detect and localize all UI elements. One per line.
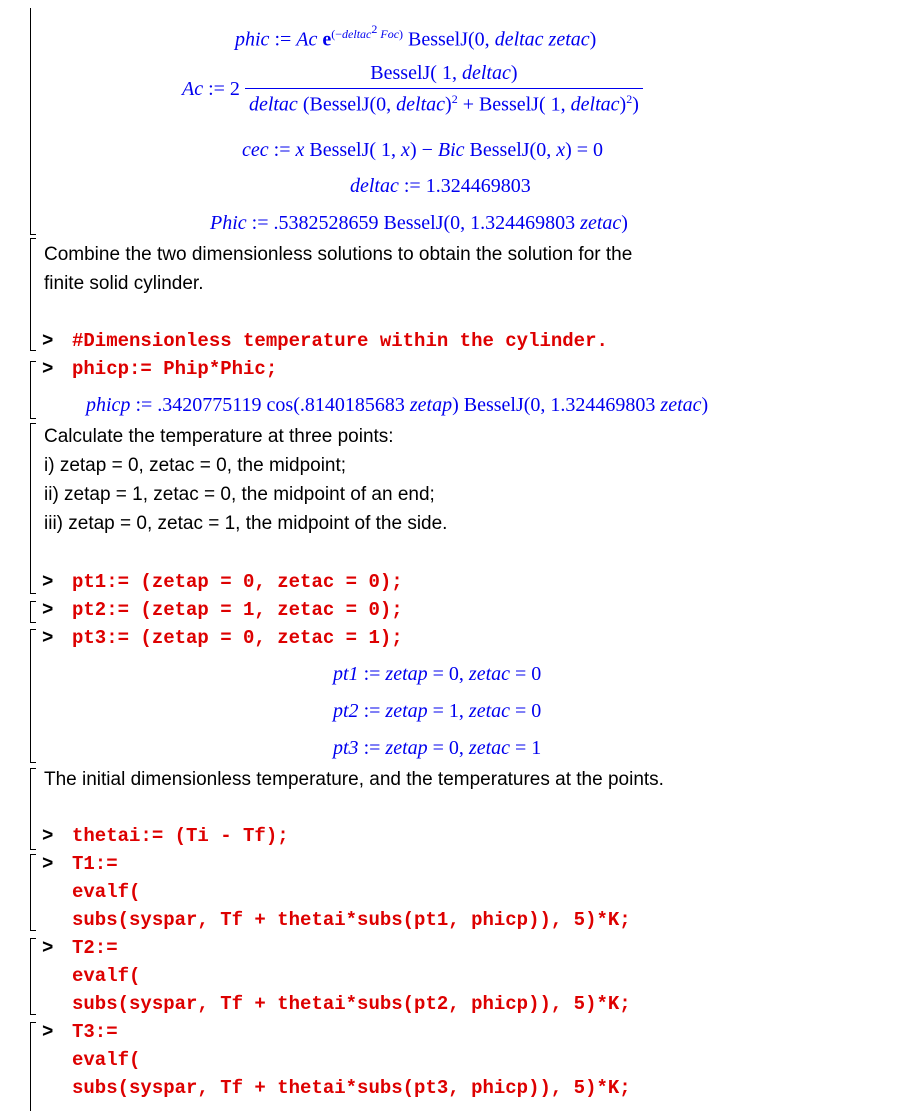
command-comment[interactable]: #Dimensionless temperature within the cylinder.: [72, 330, 608, 352]
prompt: >: [42, 358, 54, 380]
text-line: The initial dimensionless temperature, and the temperatures at the points.: [44, 769, 664, 790]
prompt: >: [42, 571, 54, 593]
command-T3[interactable]: T3:=: [72, 1021, 118, 1043]
output-phicp: phicp := .3420775119 cos(.8140185683 zetap) BesselJ(0, 1.324469803 zetac): [86, 394, 709, 416]
command-T1-line2[interactable]: evalf(: [72, 881, 141, 903]
output-pt3: pt3 := zetap = 0, zetac = 1: [333, 737, 542, 759]
output-pt1: pt1 := zetap = 0, zetac = 0: [333, 663, 542, 685]
text-line: Combine the two dimensionless solutions to obtain the solution for the: [44, 244, 633, 265]
output-cec: cec := x BesselJ( 1, x) − Bic BesselJ(0, x) = 0: [242, 139, 604, 161]
command-pt2[interactable]: pt2:= (zetap = 1, zetac = 0);: [72, 599, 403, 621]
text-group-bracket[interactable]: [30, 423, 36, 594]
text-line: iii) zetap = 0, zetac = 1, the midpoint of the side.: [44, 513, 448, 534]
text-line: finite solid cylinder.: [44, 273, 204, 294]
command-T2-line3[interactable]: subs(syspar, Tf + thetai*subs(pt2, phicp)), 5)*K;: [72, 993, 631, 1015]
command-phicp[interactable]: phicp:= Phip*Phic;: [72, 358, 278, 380]
exec-group-bracket[interactable]: [30, 361, 36, 419]
output-ac: Ac := 2 $\frac{\text{BesselJ( 1, deltac)}}{deltac (BesselJ(0, deltac)^2 + BesselJ( 1, deltac)^2)}$: [182, 62, 643, 117]
output-phic: phic := Ac $e^{(-deltac^2 Foc)}$ BesselJ(0, deltac zetac): [235, 22, 597, 51]
exec-group-bracket[interactable]: [30, 601, 36, 623]
command-T2-line2[interactable]: evalf(: [72, 965, 141, 987]
prompt: >: [42, 853, 54, 875]
prompt: >: [42, 627, 54, 649]
output-group-bracket[interactable]: [30, 8, 36, 235]
command-T2[interactable]: T2:=: [72, 937, 118, 959]
command-T1[interactable]: T1:=: [72, 853, 118, 875]
text-line: ii) zetap = 1, zetac = 0, the midpoint of an end;: [44, 484, 435, 505]
exec-group-bracket[interactable]: [30, 629, 36, 763]
command-pt3[interactable]: pt3:= (zetap = 0, zetac = 1);: [72, 627, 403, 649]
exec-group-bracket[interactable]: [30, 1022, 36, 1111]
prompt: >: [42, 330, 54, 352]
output-pt2: pt2 := zetap = 1, zetac = 0: [333, 700, 542, 722]
output-deltac: deltac := 1.324469803: [350, 175, 531, 197]
command-T3-line2[interactable]: evalf(: [72, 1049, 141, 1071]
text-line: i) zetap = 0, zetac = 0, the midpoint;: [44, 455, 347, 476]
exec-group-bracket[interactable]: [30, 854, 36, 931]
prompt: >: [42, 1021, 54, 1043]
command-thetai[interactable]: thetai:= (Ti - Tf);: [72, 825, 289, 847]
prompt: >: [42, 937, 54, 959]
command-T1-line3[interactable]: subs(syspar, Tf + thetai*subs(pt1, phicp)), 5)*K;: [72, 909, 631, 931]
exec-group-bracket[interactable]: [30, 938, 36, 1015]
text-group-bracket[interactable]: [30, 768, 36, 850]
text-line: Calculate the temperature at three points:: [44, 426, 394, 447]
command-T3-line3[interactable]: subs(syspar, Tf + thetai*subs(pt3, phicp)), 5)*K;: [72, 1077, 631, 1099]
prompt: >: [42, 825, 54, 847]
text-group-bracket[interactable]: [30, 238, 36, 351]
prompt: >: [42, 599, 54, 621]
command-pt1[interactable]: pt1:= (zetap = 0, zetac = 0);: [72, 571, 403, 593]
output-Phic: Phic := .5382528659 BesselJ(0, 1.324469803 zetac): [210, 212, 628, 234]
